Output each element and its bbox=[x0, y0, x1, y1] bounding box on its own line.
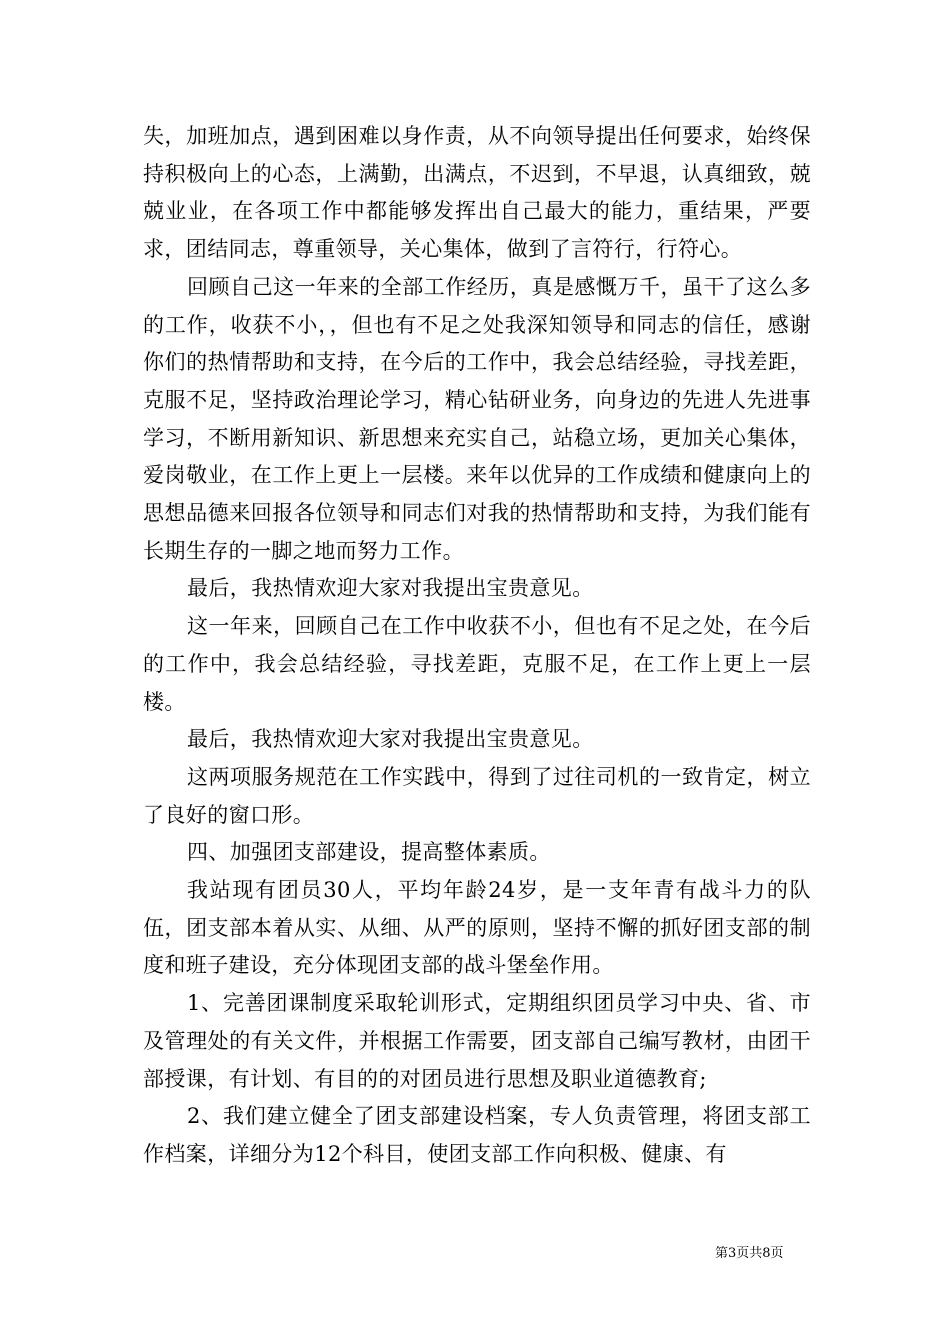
section-heading: 四、加强团支部建设，提高整体素质。 bbox=[187, 840, 551, 865]
document-body bbox=[143, 118, 811, 1174]
paragraph: 2、我们建立健全了团支部建设档案，专人负责管理，将团支部工作档案，详细分为12个科目，使团支部工作向积极、健康、有 bbox=[143, 1104, 811, 1166]
page-number: 第3页共8页 bbox=[715, 1246, 784, 1261]
paragraph: 最后，我热情欢迎大家对我提出宝贵意见。 bbox=[187, 576, 594, 601]
paragraph: 1、完善团课制度采取轮训形式，定期组织团员学习中央、省、市及管理处的有关文件，并根据工作需要，团支部自己编写教材，由团干部授课，有计划、有目的的对团员进行思想及职业道德教育; bbox=[143, 991, 811, 1091]
paragraph: 回顾自己这一年来的全部工作经历，真是感慨万千，虽干了这么多的工作，收获不小，，但也有不足之处我深知领导和同志的信任，感谢你们的热情帮助和支持，在今后的工作中，我会总结经验，寻找差距，克服不足，坚持政治理论学习，精心钻研业务，向身边的先进人先进事学习，不断用新知识、新思想来充实自己，站稳立场，更加关心集体，爱岗敬业，在工作上更上一层楼。来年以优异的工作成绩和健康向上的思想品德来回报各位领导和同志们对我的热情帮助和支持，为我们能有长期生存的一脚之地而努力工作。 bbox=[143, 274, 811, 563]
paragraph: 我站现有团员30人，平均年龄24岁，是一支年青有战斗力的队伍，团支部本着从实、从细、从严的原则，坚持不懈的抓好团支部的制度和班子建设，充分体现团支部的战斗堡垒作用。 bbox=[143, 878, 811, 978]
paragraph: 这一年来，回顾自己在工作中收获不小，但也有不足之处，在今后的工作中，我会总结经验，寻找差距，克服不足，在工作上更上一层楼。 bbox=[143, 614, 811, 714]
paragraph: 这两项服务规范在工作实践中，得到了过往司机的一致肯定，树立了良好的窗口形。 bbox=[143, 764, 811, 827]
paragraph: 最后，我热情欢迎大家对我提出宝贵意见。 bbox=[187, 727, 594, 752]
paragraph: 失，加班加点，遇到困难以身作责，从不向领导提出任何要求，始终保持积极向上的心态，上满勤，出满点，不迟到，不早退，认真细致，兢兢业业，在各项工作中都能够发挥出自己最大的能力，重结果，严要求，团结同志，尊重领导，关心集体，做到了言符行，行符心。 bbox=[143, 124, 811, 262]
